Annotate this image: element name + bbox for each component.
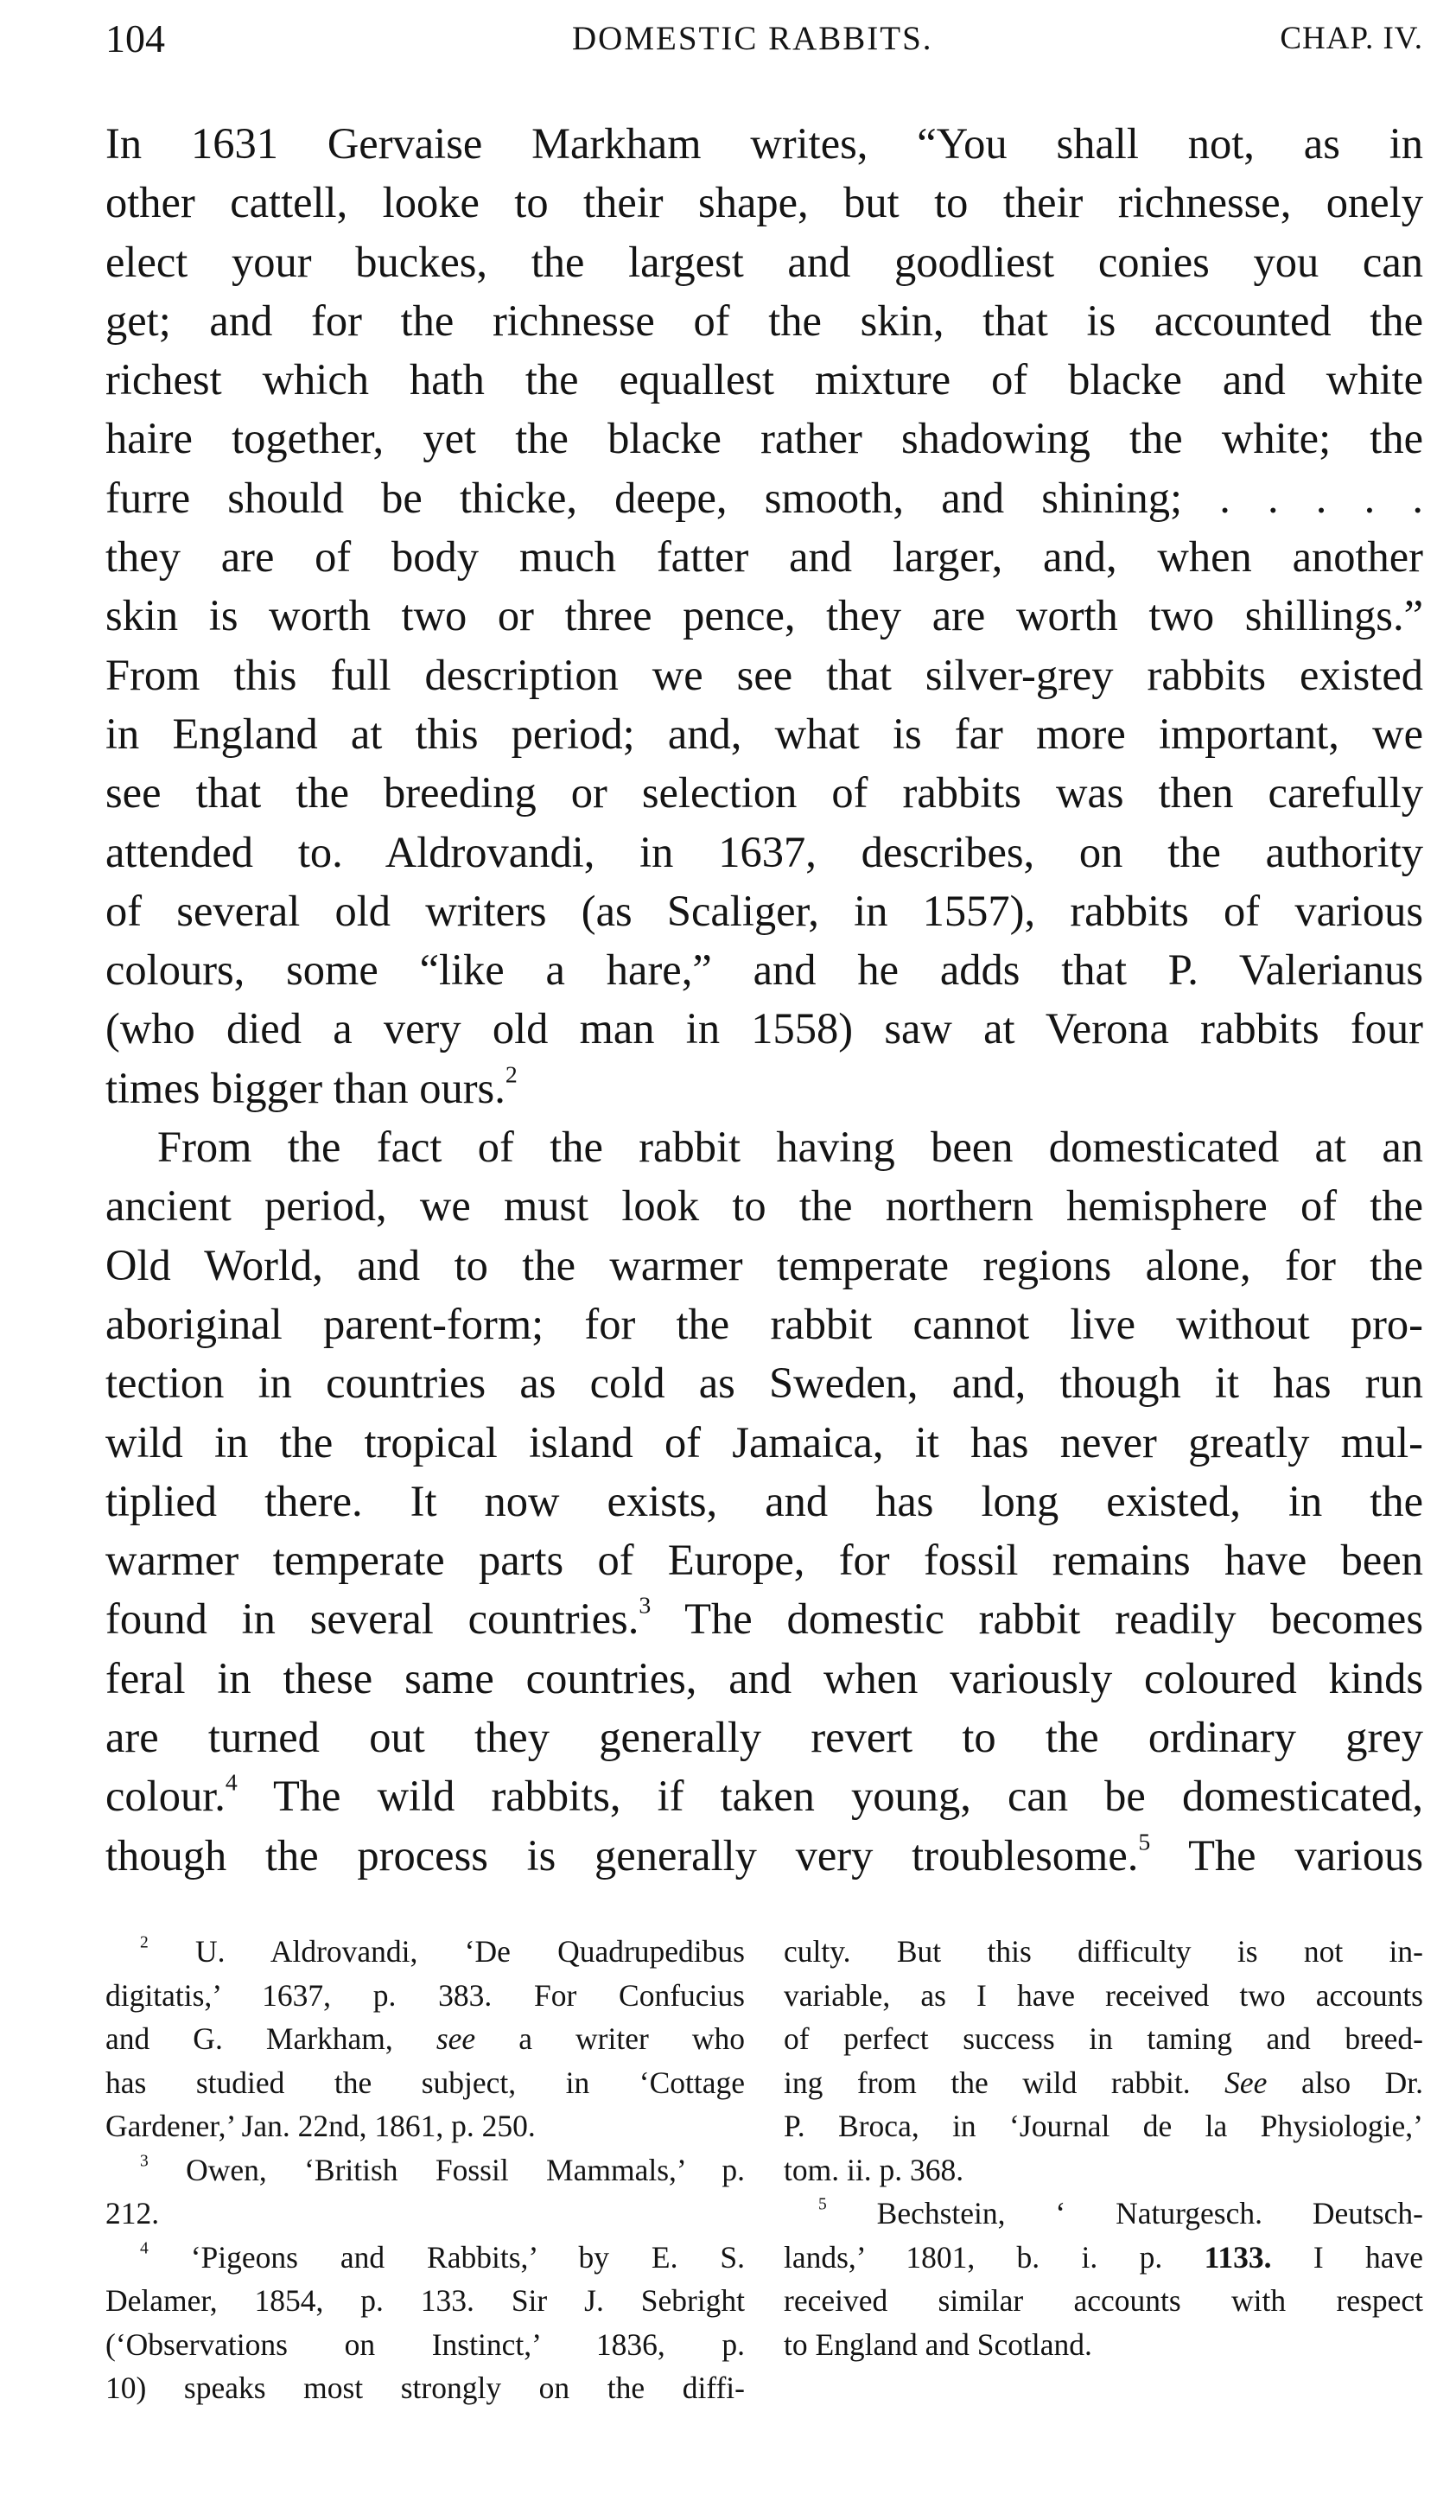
footnote-text: I have bbox=[1313, 2239, 1424, 2275]
text-line: ancient period, we must look to the northern hemisphere of the bbox=[105, 1181, 1423, 1231]
footnote-line bbox=[105, 2017, 745, 2061]
text-line: other cattell, looke to their shape, but to their richnesse, onely bbox=[105, 178, 1423, 227]
text-line: skin is worth two or three pence, they are worth two shillings.” bbox=[105, 591, 1423, 640]
text-line: wild in the tropical island of Jamaica, it has never greatly mul- bbox=[105, 1417, 1423, 1467]
text-line: feral in these same countries, and when variously coloured kinds bbox=[105, 1653, 1423, 1702]
text-segment: The domestic rabbit readily becomes bbox=[684, 1594, 1423, 1644]
footnote-marker: 2 bbox=[140, 1933, 149, 1952]
footnote-line: to England and Scotland. bbox=[784, 2326, 1092, 2362]
footnote-line: (‘Observations on Instinct,’ 1836, p. bbox=[105, 2326, 745, 2362]
footnote-2 bbox=[105, 1930, 745, 1974]
footnote-text: U. Aldrovandi, ‘De Quadrupedibus bbox=[195, 1934, 745, 1969]
footnote-line: tom. ii. p. 368. bbox=[784, 2152, 964, 2187]
footnote-line: culty. But this difficulty is not in- bbox=[784, 1934, 1423, 1969]
text-segment: found in several countries. bbox=[105, 1594, 639, 1644]
text-line: From the fact of the rabbit having been domesticated at an bbox=[157, 1123, 1423, 1172]
footnote-italic: see bbox=[436, 2021, 476, 2056]
footnote-line: of perfect success in taming and breed- bbox=[784, 2021, 1423, 2056]
text-line bbox=[105, 1589, 1423, 1648]
main-text bbox=[105, 114, 1423, 1885]
text-line: Old World, and to the warmer temperate regions alone, for the bbox=[105, 1240, 1423, 1289]
footnote-line: 212. bbox=[105, 2196, 160, 2230]
footnote-line: Gardener,’ Jan. 22nd, 1861, p. 250. bbox=[105, 2109, 536, 2143]
text-line: (who died a very old man in 1558) saw at Verona rabbits four bbox=[105, 1004, 1423, 1053]
text-line: of several old writers (as Scaliger, in 1557), rabbits of various bbox=[105, 886, 1423, 935]
running-head bbox=[105, 9, 1423, 69]
text-line: From this full description we see that silver-grey rabbits existed bbox=[105, 650, 1423, 699]
footnote-marker: 3 bbox=[140, 2151, 149, 2170]
footnote-bold: 1133. bbox=[1204, 2239, 1272, 2275]
text-line: colours, some “like a hare,” and he adds that P. Valerianus bbox=[105, 945, 1423, 995]
text-line: see that the breeding or selection of rabbits was then carefully bbox=[105, 768, 1423, 818]
footnote-marker: 5 bbox=[818, 2195, 827, 2214]
footnote-line bbox=[784, 2236, 1423, 2280]
footnote-line: has studied the subject, in ‘Cottage bbox=[105, 2065, 745, 2100]
note-ref-5: 5 bbox=[1138, 1829, 1151, 1856]
text-line: are turned out they generally revert to the ordinary grey bbox=[105, 1713, 1423, 1762]
footnote-4 bbox=[105, 2236, 745, 2280]
text-line: elect your buckes, the largest and goodliest conies you can bbox=[105, 237, 1423, 286]
note-ref-3: 3 bbox=[639, 1592, 652, 1620]
text-line: attended to. Aldrovandi, in 1637, describes, on the authority bbox=[105, 827, 1423, 876]
footnote-text: a writer who bbox=[518, 2021, 745, 2056]
note-ref-4: 4 bbox=[225, 1769, 238, 1797]
page-number: 104 bbox=[105, 16, 165, 60]
footnote-line: received similar accounts with respect bbox=[784, 2283, 1423, 2318]
text-line: In 1631 Gervaise Markham writes, “You shall not, as in bbox=[105, 119, 1423, 168]
text-line: in England at this period; and, what is far more important, we bbox=[105, 709, 1423, 758]
footnotes bbox=[105, 1930, 1423, 2474]
running-title: DOMESTIC RABBITS. bbox=[572, 20, 933, 57]
text-segment: colour. bbox=[105, 1772, 226, 1821]
text-line bbox=[105, 1059, 1423, 1117]
text-line: warmer temperate parts of Europe, for fossil remains have been bbox=[105, 1536, 1423, 1585]
footnote-text: ‘Pigeons and Rabbits,’ by E. S. bbox=[190, 2239, 745, 2275]
text-line bbox=[105, 1826, 1423, 1885]
footnote-3 bbox=[105, 2148, 745, 2192]
footnote-text: ing from the wild rabbit. bbox=[784, 2065, 1191, 2100]
footnotes-right-column bbox=[784, 1930, 1423, 2366]
text-line: they are of body much fatter and larger, and, when another bbox=[105, 532, 1423, 582]
text-segment: The various bbox=[1188, 1830, 1423, 1880]
text-line: tection in countries as cold as Sweden, and, though it has run bbox=[105, 1359, 1423, 1408]
text-line: furre should be thicke, deepe, smooth, and shining; . . . . . bbox=[105, 473, 1423, 522]
text-segment: times bigger than ours. bbox=[105, 1063, 505, 1112]
footnote-line: variable, as I have received two accounts bbox=[784, 1977, 1423, 2013]
text-segment: though the process is generally very troublesome. bbox=[105, 1830, 1139, 1880]
footnote-text: and G. Markham, bbox=[105, 2021, 393, 2056]
text-line bbox=[105, 1766, 1423, 1825]
footnote-marker: 4 bbox=[140, 2238, 149, 2257]
text-line: aboriginal parent-form; for the rabbit cannot live without pro- bbox=[105, 1299, 1423, 1348]
chapter-label: CHAP. IV. bbox=[1280, 21, 1423, 56]
footnotes-left-column bbox=[105, 1930, 745, 2410]
footnote-line: P. Broca, in ‘Journal de la Physiologie,’ bbox=[784, 2109, 1423, 2143]
footnote-italic: See bbox=[1224, 2065, 1268, 2100]
text-segment: The wild rabbits, if taken young, can be domesticated, bbox=[272, 1772, 1424, 1821]
footnote-line bbox=[784, 2061, 1423, 2105]
footnote-line: 10) speaks most strongly on the diffi- bbox=[105, 2370, 745, 2405]
footnote-line: Delamer, 1854, p. 133. Sir J. Sebright bbox=[105, 2283, 745, 2318]
footnote-line: digitatis,’ 1637, p. 383. For Confucius bbox=[105, 1977, 745, 2013]
text-line: tiplied there. It now exists, and has long existed, in the bbox=[105, 1476, 1423, 1525]
text-line: get; and for the richnesse of the skin, that is accounted the bbox=[105, 296, 1423, 345]
text-line: richest which hath the equallest mixture of blacke and white bbox=[105, 355, 1423, 404]
footnote-text: Owen, ‘British Fossil Mammals,’ p. bbox=[186, 2152, 746, 2187]
text-line: haire together, yet the blacke rather shadowing the white; the bbox=[105, 414, 1423, 463]
footnote-text: also Dr. bbox=[1300, 2065, 1424, 2100]
footnote-text: lands,’ 1801, b. i. p. bbox=[784, 2239, 1163, 2275]
footnote-5 bbox=[784, 2192, 1423, 2236]
footnote-text: Bechstein, ‘ Naturgesch. Deutsch- bbox=[876, 2196, 1423, 2230]
note-ref-2: 2 bbox=[505, 1061, 518, 1089]
